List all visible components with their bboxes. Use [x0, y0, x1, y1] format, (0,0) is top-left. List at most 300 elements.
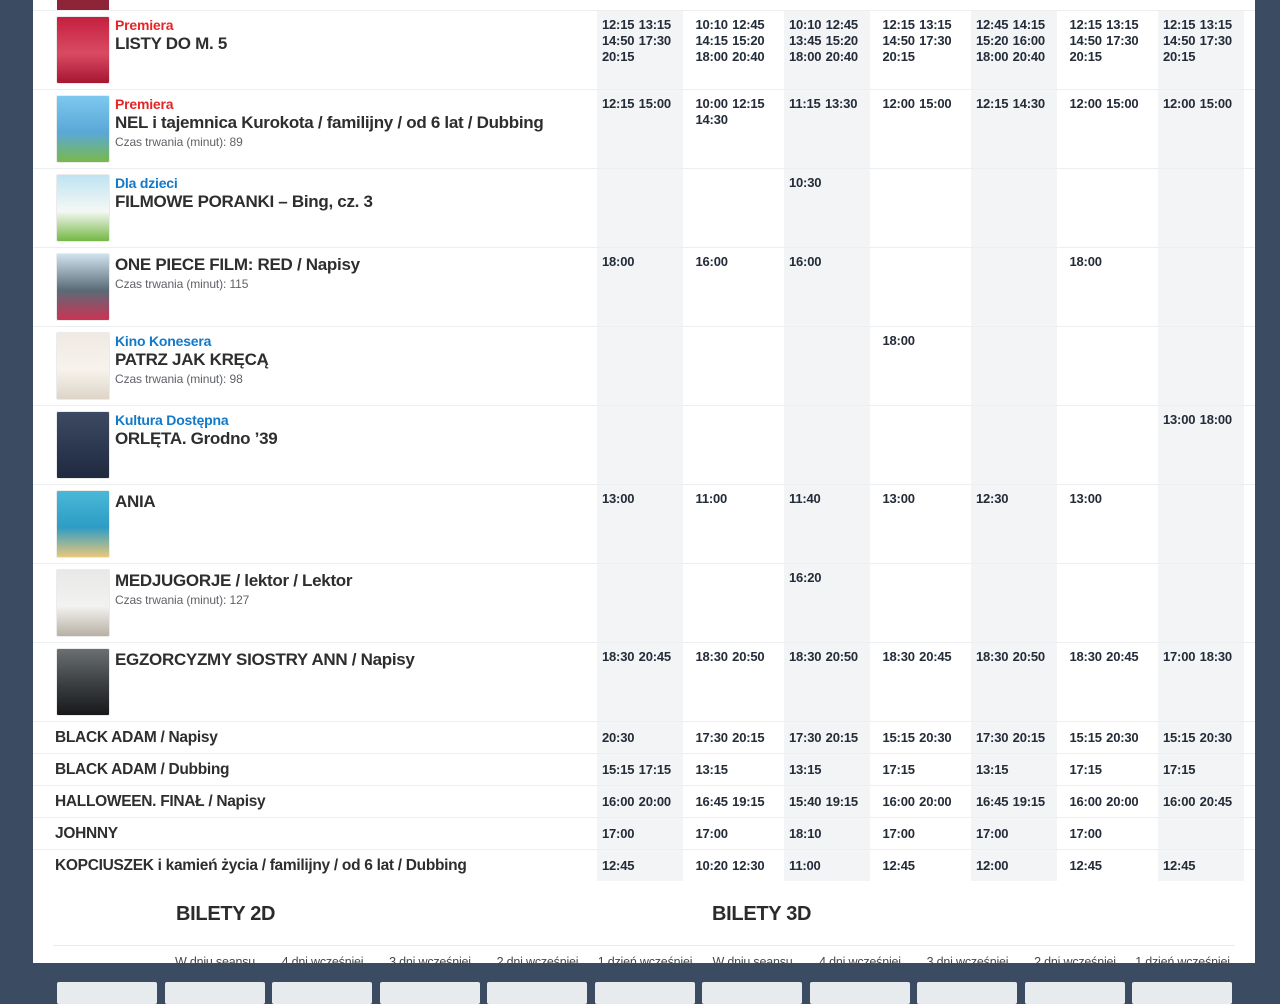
- showtime[interactable]: 18:00: [1069, 254, 1102, 269]
- showtimes-cell: [780, 564, 874, 642]
- showtime[interactable]: 13:00: [882, 491, 915, 506]
- showtime[interactable]: 17:00: [1163, 649, 1196, 664]
- price-column-label: 2 dni wcześniej: [1034, 955, 1116, 969]
- showtimes-cell: [967, 786, 1061, 817]
- showtime[interactable]: 17:00: [602, 826, 635, 841]
- showtime[interactable]: 20:15: [732, 730, 765, 745]
- showtimes-cell: [687, 248, 781, 326]
- showtimes-cell: [874, 169, 968, 247]
- showtime[interactable]: 17:15: [1069, 762, 1102, 777]
- showtimes-cell: [874, 818, 968, 849]
- showtimes-cell: [1154, 786, 1248, 817]
- showtime[interactable]: 12:45: [976, 17, 1009, 32]
- showtimes-cell: [780, 818, 874, 849]
- showtimes-cell: [874, 643, 968, 721]
- price-column-label: 3 dni wcześniej: [389, 955, 471, 969]
- movie-info: [55, 818, 585, 849]
- showtimes-cell: [967, 248, 1061, 326]
- showtime[interactable]: 20:15: [1163, 49, 1196, 64]
- partial-row-above: [33, 0, 1255, 10]
- showtime[interactable]: 16:00: [602, 794, 635, 809]
- showtime[interactable]: 20:15: [602, 49, 635, 64]
- showtimes-cell: [593, 850, 687, 881]
- movie-info: [115, 649, 585, 669]
- showtime[interactable]: 18:00: [789, 49, 822, 64]
- showtimes-cell: [687, 786, 781, 817]
- showtimes-cell: [1154, 248, 1248, 326]
- showtimes-cell: [874, 90, 968, 168]
- showtime[interactable]: 16:00: [789, 254, 822, 269]
- showtime[interactable]: 13:15: [695, 762, 728, 777]
- showtimes-cell: [1061, 850, 1155, 881]
- showtime[interactable]: 18:00: [976, 49, 1009, 64]
- showtimes-cell: [1061, 11, 1155, 89]
- showtimes-page: [33, 0, 1255, 969]
- showtimes-cell: [967, 643, 1061, 721]
- showtime[interactable]: 18:00: [602, 254, 635, 269]
- showtimes-grid: [593, 818, 1248, 849]
- showtime[interactable]: 17:15: [638, 762, 671, 777]
- showtimes-cell: [780, 327, 874, 405]
- showtime[interactable]: 20:50: [825, 649, 858, 664]
- showtime[interactable]: 18:30: [1199, 649, 1232, 664]
- showtimes-cell: [780, 169, 874, 247]
- showtimes-cell: [1154, 754, 1248, 785]
- showtimes-cell: [593, 406, 687, 484]
- showtime[interactable]: 12:15: [732, 96, 765, 111]
- movie-info: [115, 491, 585, 511]
- showtimes-cell: [1154, 818, 1248, 849]
- price-cell: [165, 982, 265, 1004]
- showtimes-cell: [874, 11, 968, 89]
- showtime[interactable]: 16:45: [695, 794, 728, 809]
- showtimes-cell: [1154, 722, 1248, 753]
- showtime[interactable]: 12:45: [1163, 858, 1196, 873]
- showtime[interactable]: 13:45: [789, 33, 822, 48]
- showtimes-cell: [1154, 90, 1248, 168]
- movie-title[interactable]: NEL i tajemnica Kurokota / familijny / od 6 lat / Dubbing: [115, 113, 544, 132]
- showtime[interactable]: 13:15: [789, 762, 822, 777]
- movie-poster[interactable]: [57, 570, 109, 636]
- showtime[interactable]: 20:15: [882, 49, 915, 64]
- price-row-label-cell: [57, 982, 157, 1004]
- price-cell: [272, 982, 372, 1004]
- tickets-2d-heading: BILETY 2D: [176, 903, 276, 925]
- showtimes-cell: [593, 90, 687, 168]
- movie-duration: Czas trwania (minut): 89: [115, 135, 243, 149]
- showtimes-cell: [874, 754, 968, 785]
- showtime[interactable]: 12:45: [1069, 858, 1102, 873]
- movie-title[interactable]: ORLĘTA. Grodno ’39: [115, 429, 278, 448]
- movie-poster[interactable]: [57, 412, 109, 478]
- showtime[interactable]: 20:45: [638, 649, 671, 664]
- movie-row: [33, 484, 1255, 563]
- showtime[interactable]: 18:10: [789, 826, 822, 841]
- showtime[interactable]: 20:15: [1069, 49, 1102, 64]
- movie-title[interactable]: BLACK ADAM / Dubbing: [55, 761, 230, 778]
- price-cell: [487, 982, 587, 1004]
- showtime[interactable]: 20:40: [732, 49, 765, 64]
- movie-title[interactable]: HALLOWEEN. FINAŁ / Napisy: [55, 793, 266, 810]
- showtime[interactable]: 15:15: [602, 762, 635, 777]
- price-column-label: 4 dni wcześniej: [281, 955, 364, 969]
- showtimes-cell: [687, 722, 781, 753]
- price-column-label: 1 dzień wcześniej: [1135, 955, 1230, 969]
- movie-title[interactable]: KOPCIUSZEK i kamień życia / familijny / od 6 lat / Dubbing: [55, 857, 467, 874]
- movie-info: [115, 96, 585, 149]
- movie-title[interactable]: FILMOWE PORANKI – Bing, cz. 3: [115, 192, 373, 211]
- showtime[interactable]: 20:50: [1012, 649, 1045, 664]
- showtimes-cell: [687, 643, 781, 721]
- ticket-section-titles: [33, 903, 1255, 937]
- showtime[interactable]: 10:30: [789, 175, 822, 190]
- showtime[interactable]: 16:00: [695, 254, 728, 269]
- showtimes-cell: [1061, 722, 1155, 753]
- showtime[interactable]: 13:15: [976, 762, 1009, 777]
- showtimes-cell: [593, 248, 687, 326]
- showtimes-cell: [874, 327, 968, 405]
- showtimes-cell: [593, 327, 687, 405]
- showtime[interactable]: 12:00: [1163, 96, 1196, 111]
- movie-tag: Premiera: [115, 17, 174, 33]
- movie-info: [115, 333, 585, 386]
- showtimes-cell: [780, 248, 874, 326]
- showtime[interactable]: 10:20: [695, 858, 728, 873]
- showtimes-cell: [1061, 406, 1155, 484]
- showtime[interactable]: 13:00: [602, 491, 635, 506]
- showtimes-cell: [967, 406, 1061, 484]
- showtimes-cell: [967, 327, 1061, 405]
- showtimes-cell: [874, 406, 968, 484]
- showtime[interactable]: 18:00: [882, 333, 915, 348]
- showtimes-cell: [1061, 169, 1155, 247]
- showtime[interactable]: 13:00: [1069, 491, 1102, 506]
- price-column-label: 4 dni wcześniej: [819, 955, 901, 969]
- showtime[interactable]: 17:30: [976, 730, 1009, 745]
- showtime[interactable]: 13:00: [1163, 412, 1196, 427]
- showtime[interactable]: 20:30: [1199, 730, 1232, 745]
- showtime[interactable]: 15:20: [976, 33, 1009, 48]
- showtime[interactable]: 20:45: [1199, 794, 1232, 809]
- movie-row: [33, 326, 1255, 405]
- price-cell: [380, 982, 480, 1004]
- showtime[interactable]: 20:45: [919, 649, 952, 664]
- showtime[interactable]: 20:30: [919, 730, 952, 745]
- showtime[interactable]: 16:45: [976, 794, 1009, 809]
- showtime[interactable]: 15:15: [882, 730, 915, 745]
- showtimes-cell: [593, 485, 687, 563]
- movie-poster[interactable]: [57, 175, 109, 241]
- showtime[interactable]: 14:15: [695, 33, 728, 48]
- showtime[interactable]: 14:50: [1163, 33, 1196, 48]
- showtimes-cell: [593, 11, 687, 89]
- showtimes-cell: [874, 722, 968, 753]
- showtime[interactable]: 12:15: [976, 96, 1009, 111]
- movie-info: [55, 754, 585, 785]
- movie-row: [33, 10, 1255, 89]
- showtimes-cell: [1061, 786, 1155, 817]
- showtimes-grid: [593, 786, 1248, 817]
- showtime[interactable]: 18:00: [1199, 412, 1232, 427]
- price-cell: [702, 982, 802, 1004]
- showtime[interactable]: 15:00: [919, 96, 952, 111]
- showtimes-grid: [593, 850, 1248, 881]
- showtime[interactable]: 17:30: [1106, 33, 1139, 48]
- showtime[interactable]: 11:15: [789, 96, 821, 111]
- showtimes-cell: [1154, 11, 1248, 89]
- showtime[interactable]: 20:40: [1012, 49, 1045, 64]
- showtime[interactable]: 17:00: [1069, 826, 1102, 841]
- showtime[interactable]: 12:15: [602, 96, 635, 111]
- showtimes-cell: [1061, 564, 1155, 642]
- showtime[interactable]: 12:00: [976, 858, 1009, 873]
- showtime[interactable]: 15:20: [732, 33, 765, 48]
- price-column-label: W dniu seansu: [712, 955, 793, 969]
- price-column-label: W dniu seansu: [174, 955, 256, 969]
- showtime[interactable]: 16:00: [1163, 794, 1196, 809]
- showtime[interactable]: 18:30: [1069, 649, 1102, 664]
- showtimes-cell: [780, 786, 874, 817]
- showtimes-grid: [593, 406, 1248, 484]
- showtime[interactable]: 16:00: [1012, 33, 1045, 48]
- showtimes-cell: [687, 485, 781, 563]
- movie-title[interactable]: PATRZ JAK KRĘCĄ: [115, 350, 269, 369]
- showtimes-cell: [1154, 850, 1248, 881]
- showtime[interactable]: 12:45: [602, 858, 635, 873]
- movie-duration: Czas trwania (minut): 98: [115, 372, 243, 386]
- price-column-label: 2 dni wcześniej: [496, 955, 579, 969]
- showtimes-cell: [593, 818, 687, 849]
- showtimes-cell: [1061, 327, 1155, 405]
- movie-poster[interactable]: [57, 649, 109, 715]
- showtime[interactable]: 12:15: [882, 17, 915, 32]
- showtimes-cell: [780, 11, 874, 89]
- showtime[interactable]: 13:30: [824, 96, 858, 111]
- showtime[interactable]: 17:15: [1163, 762, 1196, 777]
- showtime[interactable]: 20:15: [825, 730, 858, 745]
- showtime[interactable]: 15:00: [1199, 96, 1232, 111]
- showtime[interactable]: 12:45: [825, 17, 858, 32]
- movie-poster[interactable]: [57, 333, 109, 399]
- movie-title[interactable]: ONE PIECE FILM: RED / Napisy: [115, 255, 360, 274]
- showtime[interactable]: 15:40: [789, 794, 822, 809]
- showtime[interactable]: 12:00: [1069, 96, 1102, 111]
- showtime[interactable]: 20:00: [1106, 794, 1139, 809]
- showtime[interactable]: 20:45: [1106, 649, 1139, 664]
- showtime[interactable]: 12:45: [732, 17, 765, 32]
- showtimes-cell: [780, 90, 874, 168]
- movie-row: [33, 642, 1255, 721]
- showtimes-grid: [593, 754, 1248, 785]
- movie-poster[interactable]: [57, 17, 109, 83]
- showtime[interactable]: 16:00: [1069, 794, 1102, 809]
- showtimes-cell: [1154, 406, 1248, 484]
- movie-info: [55, 850, 585, 881]
- showtime[interactable]: 12:00: [882, 96, 915, 111]
- showtimes-grid: [593, 248, 1248, 326]
- showtime[interactable]: 13:15: [638, 17, 671, 32]
- showtime[interactable]: 11:00: [695, 491, 728, 506]
- movie-row: [33, 817, 1255, 849]
- showtime[interactable]: 20:30: [1106, 730, 1139, 745]
- showtime[interactable]: 18:30: [602, 649, 635, 664]
- movie-info: [115, 412, 585, 448]
- showtimes-cell: [1061, 248, 1155, 326]
- showtimes-cell: [967, 169, 1061, 247]
- tickets-3d-heading: BILETY 3D: [712, 903, 812, 925]
- showtimes-cell: [780, 485, 874, 563]
- showtime[interactable]: 20:30: [602, 730, 635, 745]
- movie-poster[interactable]: [57, 96, 109, 162]
- showtime[interactable]: 18:30: [976, 649, 1009, 664]
- showtime[interactable]: 12:45: [882, 858, 915, 873]
- showtime[interactable]: 12:15: [602, 17, 635, 32]
- showtime[interactable]: 14:50: [882, 33, 915, 48]
- showtime[interactable]: 19:15: [1012, 794, 1045, 809]
- showtimes-cell: [874, 485, 968, 563]
- showtime[interactable]: 18:30: [789, 649, 822, 664]
- showtimes-cell: [874, 564, 968, 642]
- showtimes-grid: [593, 169, 1248, 247]
- showtimes-grid: [593, 11, 1248, 89]
- showtimes-cell: [967, 722, 1061, 753]
- showtimes-cell: [967, 90, 1061, 168]
- movie-tag: Kultura Dostępna: [115, 412, 229, 428]
- movie-tag: Premiera: [115, 96, 174, 112]
- showtimes-cell: [1061, 754, 1155, 785]
- showtime[interactable]: 13:15: [1106, 17, 1139, 32]
- showtime[interactable]: 17:00: [882, 826, 915, 841]
- showtime[interactable]: 16:20: [789, 570, 822, 585]
- showtimes-cell: [967, 850, 1061, 881]
- movie-title[interactable]: ANIA: [115, 492, 156, 511]
- movie-info: [115, 570, 585, 607]
- showtime[interactable]: 17:00: [976, 826, 1009, 841]
- showtime[interactable]: 10:10: [695, 17, 728, 32]
- showtime[interactable]: 18:00: [695, 49, 728, 64]
- movie-schedule-table: [33, 0, 1255, 881]
- showtimes-cell: [967, 818, 1061, 849]
- showtime[interactable]: 19:15: [825, 794, 858, 809]
- showtimes-cell: [593, 786, 687, 817]
- showtimes-cell: [967, 485, 1061, 563]
- movie-title[interactable]: EGZORCYZMY SIOSTRY ANN / Napisy: [115, 650, 415, 669]
- showtimes-grid: [593, 643, 1248, 721]
- showtimes-cell: [687, 564, 781, 642]
- showtime[interactable]: 17:30: [695, 730, 728, 745]
- showtimes-cell: [874, 850, 968, 881]
- showtime[interactable]: 18:30: [695, 649, 728, 664]
- showtimes-cell: [1154, 485, 1248, 563]
- showtime[interactable]: 17:15: [882, 762, 915, 777]
- showtimes-cell: [874, 786, 968, 817]
- price-cell: [1025, 982, 1125, 1004]
- showtime[interactable]: 12:30: [976, 491, 1009, 506]
- showtimes-cell: [593, 643, 687, 721]
- movie-info: [55, 722, 585, 753]
- movie-info: [115, 17, 585, 53]
- showtime[interactable]: 20:15: [1012, 730, 1045, 745]
- showtime[interactable]: 20:50: [732, 649, 765, 664]
- showtime[interactable]: 15:00: [638, 96, 671, 111]
- movie-info: [115, 254, 585, 291]
- showtime[interactable]: 14:30: [695, 112, 728, 127]
- price-column-label: 1 dzień wcześniej: [597, 955, 693, 969]
- showtimes-cell: [1061, 643, 1155, 721]
- showtimes-grid: [593, 327, 1248, 405]
- showtimes-cell: [1061, 818, 1155, 849]
- movie-title[interactable]: BLACK ADAM / Napisy: [55, 729, 218, 746]
- movie-poster[interactable]: [57, 491, 109, 557]
- movie-title[interactable]: MEDJUGORJE / lektor / Lektor: [115, 571, 353, 590]
- ticket-prices-section: [33, 903, 1255, 1004]
- showtime[interactable]: 14:15: [1012, 17, 1045, 32]
- movie-poster[interactable]: [57, 254, 109, 320]
- showtime[interactable]: 14:30: [1012, 96, 1045, 111]
- showtime[interactable]: 17:00: [695, 826, 728, 841]
- showtime[interactable]: 11:00: [789, 858, 821, 873]
- showtime[interactable]: 12:15: [1069, 17, 1102, 32]
- showtimes-cell: [874, 248, 968, 326]
- movie-title[interactable]: LISTY DO M. 5: [115, 34, 227, 53]
- showtime[interactable]: 12:30: [732, 858, 765, 873]
- movie-row: [33, 563, 1255, 642]
- showtimes-cell: [780, 406, 874, 484]
- movie-title[interactable]: JOHNNY: [55, 825, 118, 842]
- showtime[interactable]: 19:15: [732, 794, 765, 809]
- showtime[interactable]: 17:30: [638, 33, 671, 48]
- showtime[interactable]: 13:15: [1199, 17, 1232, 32]
- showtime[interactable]: 17:30: [789, 730, 822, 745]
- showtimes-cell: [1061, 485, 1155, 563]
- showtime[interactable]: 11:40: [789, 491, 821, 506]
- showtime[interactable]: 14:50: [1069, 33, 1102, 48]
- showtime[interactable]: 12:15: [1163, 17, 1196, 32]
- showtime[interactable]: 15:20: [825, 33, 858, 48]
- showtimes-cell: [593, 722, 687, 753]
- showtimes-grid: [593, 485, 1248, 563]
- showtime[interactable]: 17:30: [919, 33, 952, 48]
- movie-row: [33, 247, 1255, 326]
- showtime[interactable]: 15:15: [1163, 730, 1196, 745]
- movie-duration: Czas trwania (minut): 127: [115, 593, 250, 607]
- showtime[interactable]: 10:00: [695, 96, 728, 111]
- showtime[interactable]: 20:40: [825, 49, 858, 64]
- showtime[interactable]: 20:00: [638, 794, 671, 809]
- showtime[interactable]: 16:00: [882, 794, 915, 809]
- showtime[interactable]: 18:30: [882, 649, 915, 664]
- showtimes-cell: [687, 754, 781, 785]
- showtimes-cell: [1154, 327, 1248, 405]
- showtime[interactable]: 20:00: [919, 794, 952, 809]
- showtime[interactable]: 17:30: [1199, 33, 1232, 48]
- showtimes-cell: [967, 564, 1061, 642]
- movie-row: [33, 89, 1255, 168]
- showtimes-cell: [687, 169, 781, 247]
- showtime[interactable]: 13:15: [919, 17, 952, 32]
- showtimes-cell: [967, 754, 1061, 785]
- showtime[interactable]: 15:00: [1106, 96, 1139, 111]
- price-column-headers: [33, 946, 1255, 975]
- showtimes-cell: [967, 11, 1061, 89]
- showtimes-grid: [593, 722, 1248, 753]
- showtime[interactable]: 15:15: [1069, 730, 1102, 745]
- showtimes-cell: [780, 722, 874, 753]
- price-cell: [917, 982, 1017, 1004]
- showtimes-cell: [687, 406, 781, 484]
- showtime[interactable]: 10:10: [789, 17, 822, 32]
- showtime[interactable]: 14:50: [602, 33, 635, 48]
